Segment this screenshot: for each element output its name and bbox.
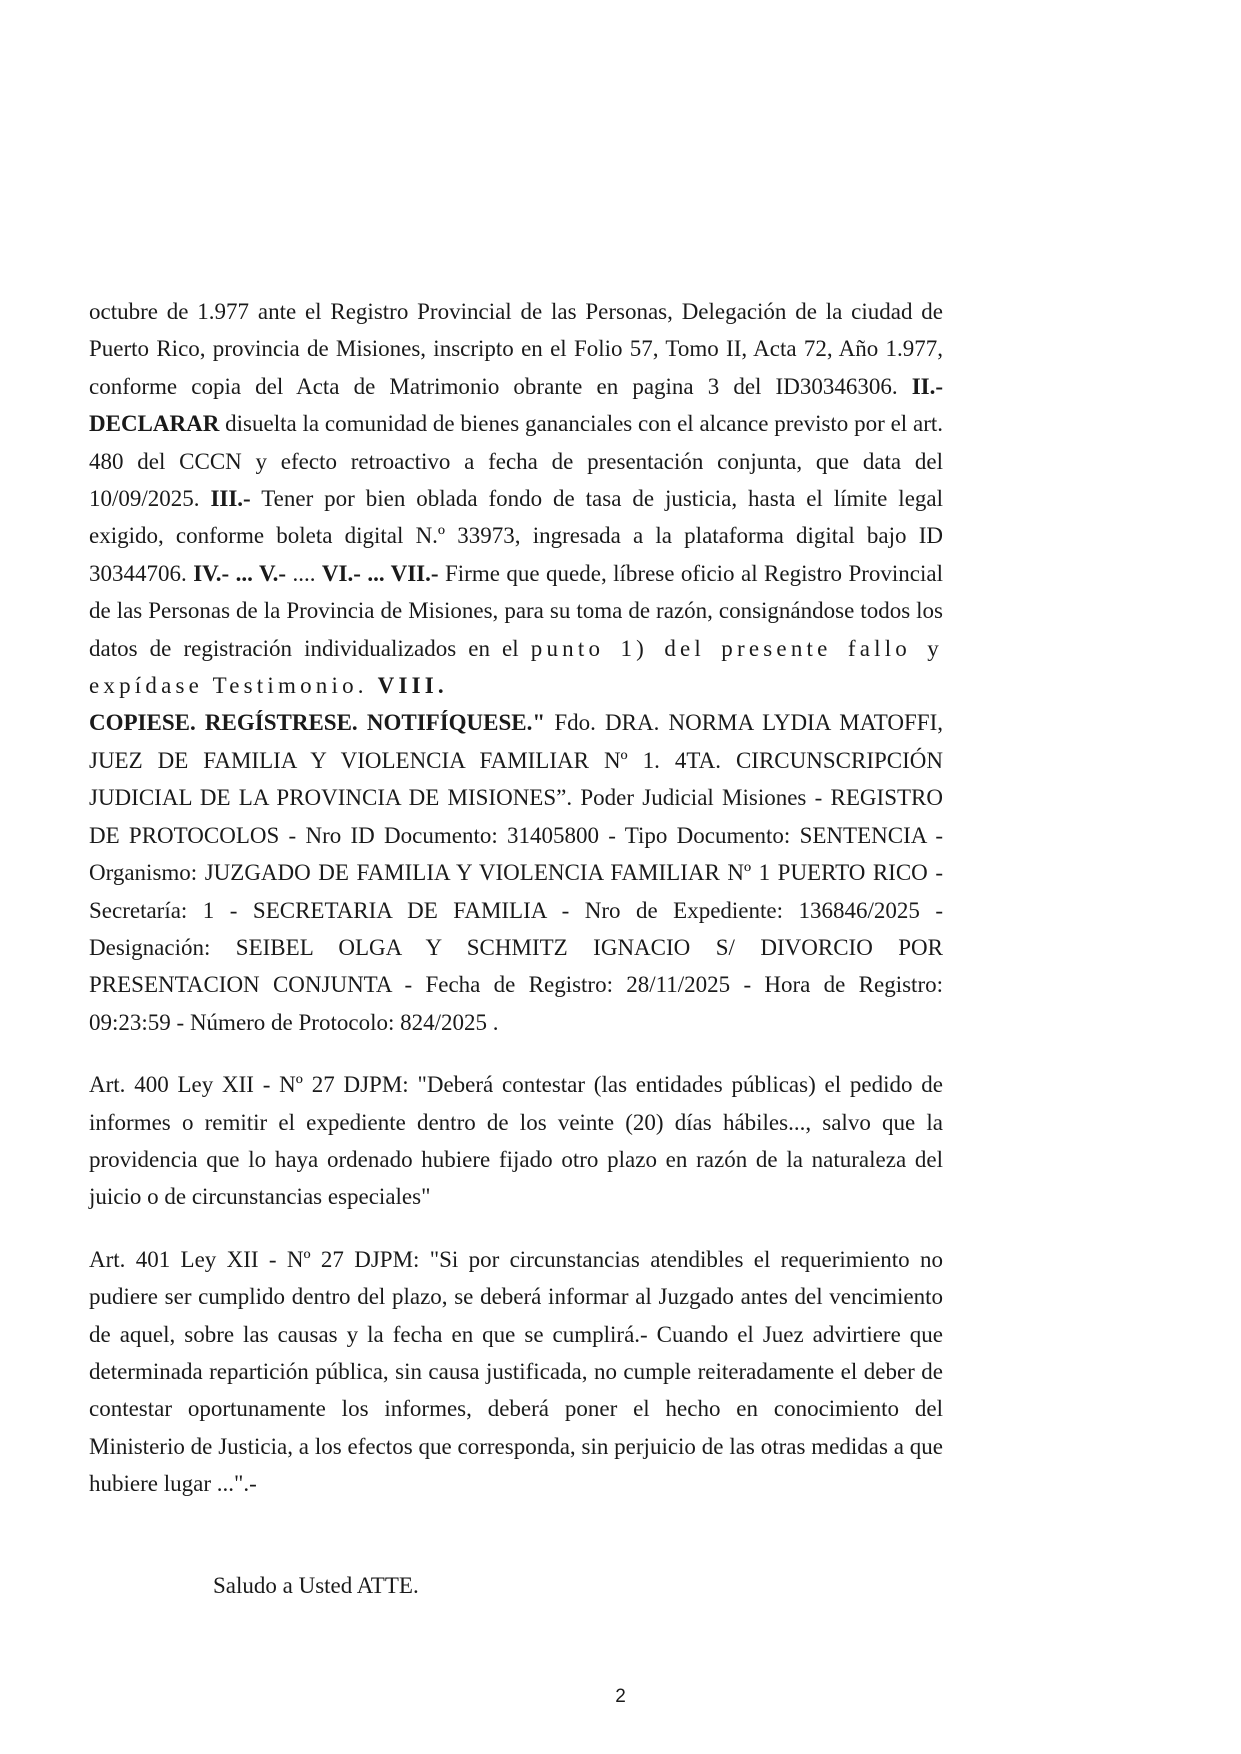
closing-salutation: Saludo a Usted ATTE. (213, 1573, 419, 1598)
page-number: 2 (615, 1686, 626, 1707)
resolution-item-iii: III.- (210, 486, 251, 512)
paragraph-art-400: Art. 400 Ley XII - Nº 27 DJPM: "Deberá contestar (las entidades públicas) el pedido de informes o remitir el expediente dentro de los veinte (20) días hábiles..., salvo que la providencia que lo haya ordenado hubiere fijado otro plazo en razón de la naturaleza del juicio o de circunstancias especiales" (89, 1072, 943, 1210)
resolution-item-iv-v: IV.- ... V.- (193, 560, 286, 586)
resolution-signature-and-registry: Fdo. DRA. NORMA LYDIA MATOFFI, JUEZ DE FAMILIA Y VIOLENCIA FAMILIAR Nº 1. 4TA. CIRCUNSCRIPCIÓN JUDICIAL DE LA PROVINCIA DE MISIONES”. Poder Judicial Misiones - REGISTRO DE PROTOCOLOS - Nro ID Documento: 31405800 - Tipo Documento: SENTENCIA - Organismo: JUZGADO DE FAMILIA Y VIOLENCIA FAMILIAR Nº 1 PUERTO RICO - Secretaría: 1 - SECRETARIA DE FAMILIA - Nro de Expediente: 136846/2025 - Designación: SEIBEL OLGA Y SCHMITZ IGNACIO S/ DIVORCIO POR PRESENTACION CONJUNTA - Fecha de Registro: 28/11/2025 - Hora de Registro: 09:23:59 - Número de Protocolo: 824/2025 . (89, 710, 943, 1035)
paragraph-art-401: Art. 401 Ley XII - Nº 27 DJPM: "Si por circunstancias atendibles el requerimiento no pudiere ser cumplido dentro del plazo, se deberá informar al Juzgado antes del vencimiento de aquel, sobre las causas y la fecha en que se cumplirá.- Cuando el Juez advirtiere que determinada repartición pública, sin causa justificada, no cumple reiteradamente el deber de contestar oportunamente los informes, deberá poner el hecho en conocimiento del Ministerio de Justicia, a los efectos que corresponda, sin perjuicio de las otras medidas a que hubiere lugar ...".- (89, 1246, 943, 1497)
resolution-text-3: Tener por bien oblada fondo de tasa de justicia, hasta el límite legal exigido, conforme boleta digital N.º 33973, ingresada a la plataforma digital bajo ID 30344706. (89, 486, 943, 586)
resolution-item-viii: VIII. (377, 673, 448, 699)
paragraph-resolution (89, 293, 943, 1041)
resolution-text-5: Firme que quede, líbrese oficio al Registro Provincial de las Personas de la Provincia de Misiones, para su toma de razón, consignándose todos los datos de registración individualizados en el (89, 560, 943, 661)
document-body (89, 293, 943, 1503)
resolution-item-ii: II.- DECLARAR (89, 373, 943, 437)
resolution-order: COPIESE. REGÍSTRESE. NOTIFÍQUESE." (89, 710, 546, 736)
resolution-text-1: octubre de 1.977 ante el Registro Provincial de las Personas, Delegación de la ciudad de Puerto Rico, provincia de Misiones, inscripto en el Folio 57, Tomo II, Acta 72, Año 1.977, conforme copia del Acta de Matrimonio obrante en pagina 3 del ID30346306. (89, 299, 943, 399)
resolution-text-spaced: punto 1) del presente fallo y expídase Testimonio. (89, 635, 943, 699)
resolution-text-2: disuelta la comunidad de bienes gananciales con el alcance previsto por el art. 480 del CCCN y efecto retroactivo a fecha de presentación conjunta, que data del 10/09/2025. (89, 411, 943, 512)
resolution-text-4: .... (286, 560, 322, 586)
resolution-item-vi-vii: VI.- ... VII.- (321, 560, 439, 586)
